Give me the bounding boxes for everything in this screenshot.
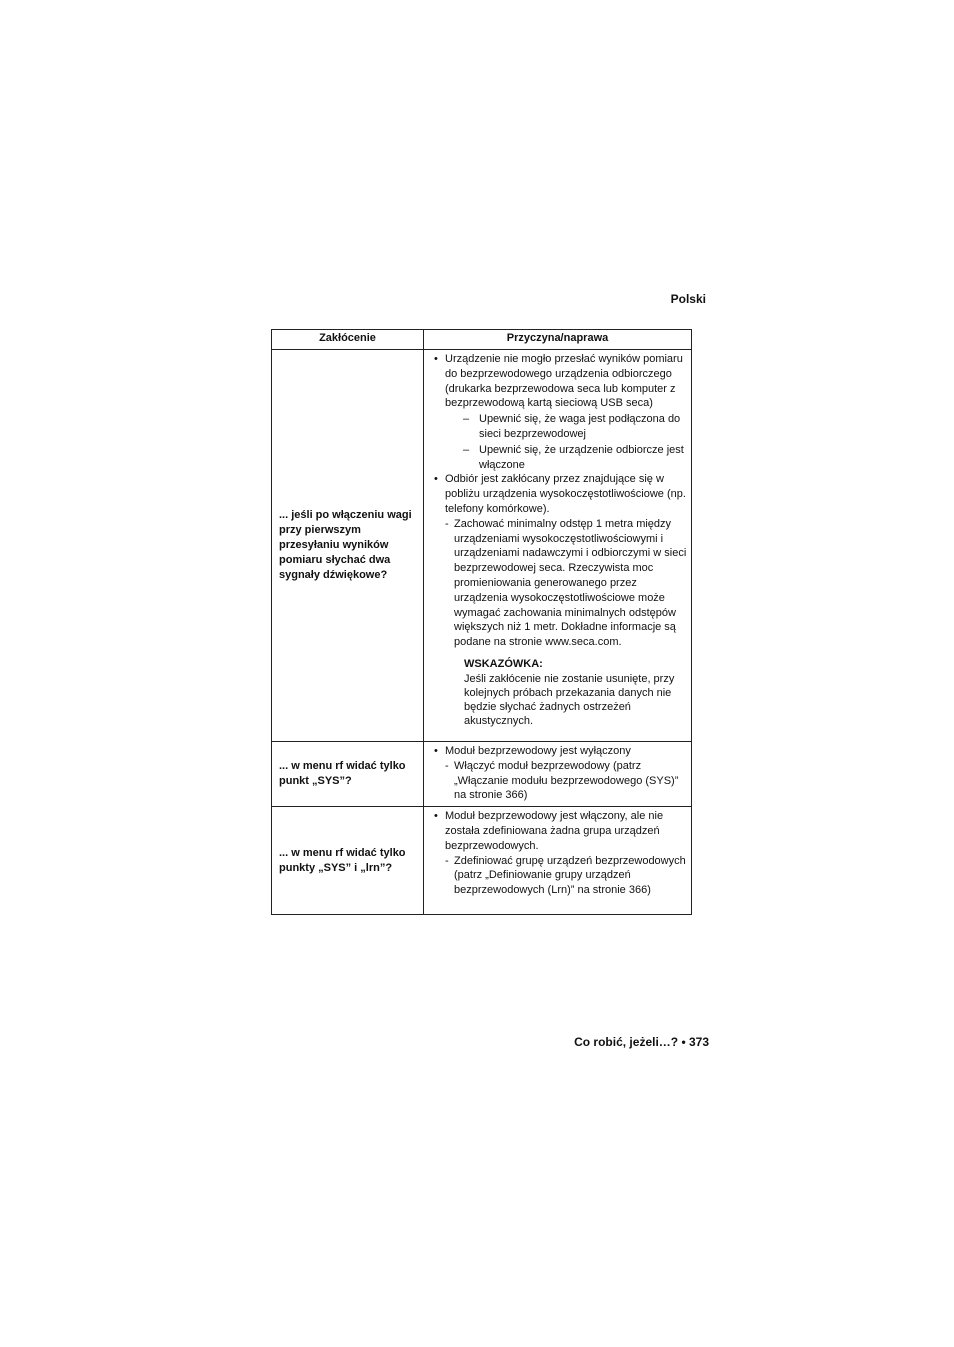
remedy-item: - Zachować minimalny odstęp 1 metra między urządzeniami wysokoczęstotliwościowymi i urządzeniami nadawczymi i odbiorczymi w sieci bezprzewodowej seca. Rzeczywista moc promieniowania generowanego przez urządzenia wysokoczęstotliwościowe może wymagać zachowania minimalnych odstępów większych niż 1 metr. Dokładne informacje są podane na stronie www.seca.com. — [426, 517, 689, 650]
table-header-row — [272, 330, 692, 350]
cause-bullet: • Moduł bezprzewodowy jest włączony, ale nie została zdefiniowana żadna grupa urządzeń bezprzewodowych. — [426, 809, 689, 853]
problem-cell: ... jeśli po włączeniu wagi przy pierwszym przesyłaniu wyników pomiaru słychać dwa sygnały dźwiękowe? — [272, 350, 424, 742]
troubleshooting-table — [271, 329, 692, 915]
remedy-dash-item: – Upewnić się, że urządzenie odbiorcze jest włączone — [426, 443, 689, 473]
cause-cell — [424, 807, 692, 915]
tip-title: WSKAZÓWKA: — [464, 657, 543, 670]
remedy-item: - Zdefiniować grupę urządzeń bezprzewodowych (patrz „Definiowanie grupy urządzeń bezprzewodowych (Lrn)” na stronie 366) — [426, 854, 689, 898]
table-row — [272, 807, 692, 915]
column-header-cause: Przyczyna/naprawa — [424, 330, 692, 350]
tip-note — [426, 657, 689, 728]
language-header: Polski — [670, 292, 706, 306]
cause-bullet: • Moduł bezprzewodowy jest wyłączony — [426, 744, 689, 759]
table-row — [272, 350, 692, 742]
cause-bullet: • Urządzenie nie mogło przesłać wyników pomiaru do bezprzewodowego urządzenia odbiorczego (drukarka bezprzewodowa seca lub komputer z bezprzewodową kartą sieciową USB seca) — [426, 352, 689, 411]
remedy-item: - Włączyć moduł bezprzewodowy (patrz „Włączanie modułu bezprzewodowego (SYS)” na stronie 366) — [426, 759, 689, 803]
cause-cell — [424, 742, 692, 807]
remedy-dash-item: – Upewnić się, że waga jest podłączona do sieci bezprzewodowej — [426, 412, 689, 442]
page-footer: Co robić, jeżeli…? • 373 — [574, 1035, 709, 1049]
tip-text: Jeśli zakłócenie nie zostanie usunięte, przy kolejnych próbach przekazania danych nie będzie słychać żadnych ostrzeżeń akustycznych. — [464, 672, 675, 727]
table-row — [272, 742, 692, 807]
problem-cell: ... w menu rf widać tylko punkty „SYS” i „lrn”? — [272, 807, 424, 915]
cause-cell — [424, 350, 692, 742]
cause-bullet: • Odbiór jest zakłócany przez znajdujące się w pobliżu urządzenia wysokoczęstotliwościowe (np. telefony komórkowe). — [426, 472, 689, 516]
column-header-problem: Zakłócenie — [272, 330, 424, 350]
problem-cell: ... w menu rf widać tylko punkt „SYS”? — [272, 742, 424, 807]
